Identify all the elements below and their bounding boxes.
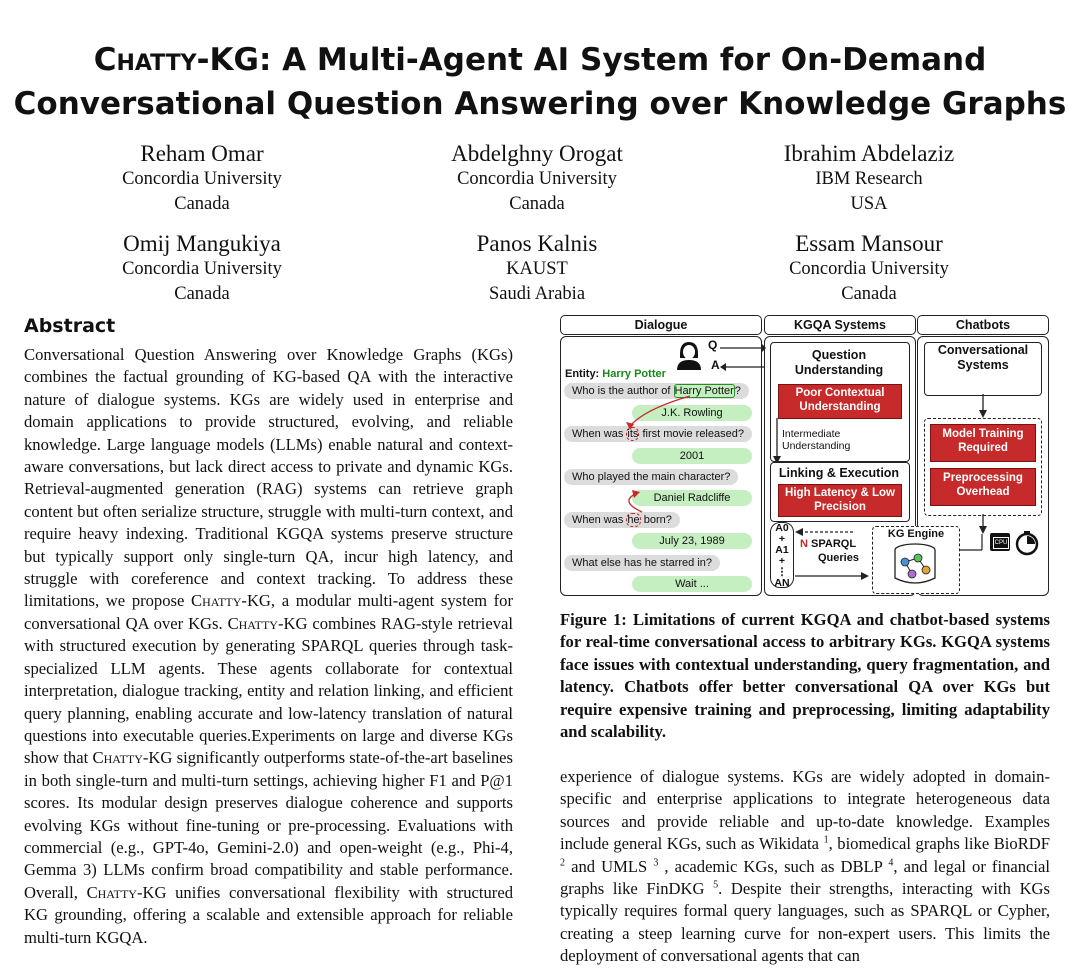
answer-bubble: July 23, 1989 [632,533,752,549]
answers-list [772,523,792,589]
chatbots-header: Chatbots [917,315,1049,335]
author-country: Canada [841,284,897,304]
entity-value: Harry Potter [602,368,666,380]
intro-part: , biomedical graphs like BioRDF [828,834,1050,854]
intro-part: experience of dialogue systems. KGs are widely adopted in domain-specific and enterprise applications to integrate heterogeneous data sources and provide reliable and up-to-date knowledge. Examples include general KGs, such as Wikidata [560,767,1050,854]
abstract-text [24,344,513,949]
author-affiliation: IBM Research [815,169,923,189]
abstract-part: combines RAG-style retrieval with structured execution by generating SPARQL queries through task-specialized LLM agents. These agents collaborate for contextual interpretation, dialogue tracking, entity and relation linking, and efficient query planning, enabling accurate and low-latency translation of natural questions into executable queries.Experiments on large and diverse KGs show that [24,613,513,768]
footnote-1: 1 [823,834,829,846]
paper-title [0,38,1080,126]
q1-pre: Who is the author of [572,385,674,397]
system-name: Chatty-KG [227,613,308,633]
plus-sign: + [778,555,786,567]
intro-part: , academic KGs, such as DBLP [658,856,889,876]
down-arrow [772,418,782,464]
intro-part: and UMLS [565,856,654,876]
answer-a1: A1 [775,544,789,556]
author-block [387,140,687,217]
cpu-label: CPU [993,537,1009,549]
linking-execution-title: Linking & Execution [778,466,900,480]
author-block [719,230,1019,307]
q1-highlight: Harry Potter [674,385,734,397]
author-name: Panos Kalnis [476,231,598,256]
figure-1 [560,314,1050,599]
q1-post: ? [734,385,741,397]
footnote-5: 5 [713,879,719,891]
abstract-part: Conversational Question Answering over Knowledge Graphs (KGs) combines the factual grounding of KG-based QA with the interactive nature of dialogue systems. KGs are widely used in enterprise and domain applications to provide structured, evolving, and reliable knowledge. Large language models (LLMs) enable natural and context-aware conversations, but lack direct access to private and dynamic KGs. Retrieval-augmented generation (RAG) systems can retrieve graph content but often serialize structure, struggle with multi-turn context, and require heavy indexing. Traditional KGQA systems preserve structure but typically support only single-turn QA, incur high latency, and struggle with coreference and context tracking. To address these limitations, we propose [24,345,513,611]
cpu-icon [990,533,1010,551]
answer-bubble: J.K. Rowling [632,405,752,421]
abstract-part: unifies conversational flexibility with structured KG grounding, offering a scalable and extensible approach for reliable multi-turn KGQA. [24,882,513,947]
q4-pre: When was [572,514,627,526]
engine-link-arrow [958,530,988,560]
answer-bubble: Wait ... [632,576,752,592]
author-country: Canada [509,194,565,214]
n-label: N [800,538,808,550]
answer-a0: A0 [775,522,789,534]
abstract-heading: Abstract [24,315,116,337]
title-system-name: Chatty [93,42,197,78]
author-name: Ibrahim Abdelaziz [783,141,955,166]
sparql-label: SPARQL [811,538,857,550]
author-affiliation: KAUST [506,259,568,279]
model-training-required: Model Training Required [930,424,1036,462]
author-affiliation: Concordia University [122,169,282,189]
intro-part: , and legal or financial graphs like FinDKG [560,856,1050,899]
author-affiliation: Concordia University [122,259,282,279]
high-latency-low-precision: High Latency & Low Precision [778,484,902,517]
conversational-systems-box: Conversational Systems [924,342,1042,396]
plus-sign: + [778,533,786,545]
intro-text [560,766,1050,968]
title-line-2: Conversational Question Answering over Knowledge Graphs [13,86,1067,122]
q4-highlight: he [627,514,640,526]
kg-engine-label: KG Engine [887,528,945,540]
answer-bubble: Daniel Radcliffe [632,490,752,506]
author-block [719,140,1019,217]
author-country: USA [850,194,888,214]
preprocessing-overhead: Preprocessing Overhead [930,468,1036,506]
author-block [52,230,352,307]
footnote-4: 4 [888,857,894,869]
footnote-2: 2 [560,857,565,869]
author-name: Abdelghny Orogat [451,141,623,166]
question-bubble: Who played the main character? [564,469,738,485]
abstract-part: , a modular multi-agent system for conversational QA over KGs. [24,591,514,633]
answer-an: AN [774,577,790,589]
author-block [52,140,352,217]
ellipsis: ⋮ [776,566,788,578]
question-understanding-title: Question Understanding [794,348,884,377]
timer-icon [1014,530,1040,556]
q2-highlight: its [627,428,639,440]
dialogue-header: Dialogue [560,315,762,335]
query-arrows [793,520,883,590]
answer-bubble: 2001 [632,448,752,464]
coreference-arrows [560,314,760,599]
title-line-1-rest: -KG: A Multi-Agent AI System for On-Demand [196,42,987,78]
queries-label: Queries [818,552,859,564]
abstract-part: significantly outperforms state-of-the-art baselines in both single-turn and multi-turn settings, achieving higher F1 and P@1 scores. Its modular design preserves dialogue coherence and supports evolving KGs without fine-tuning or pre-processing. Evaluations with commercial (e.g., GPT-4o, Gemini-2.0) and open-weight (e.g., Phi-4, Gemma 3) LLMs confirm broad compatibility and stable performance. Overall, [24,748,514,902]
footnote-3: 3 [653,857,659,869]
author-name: Essam Mansour [795,231,943,256]
q2-pre: When was [572,428,627,440]
poor-contextual-understanding: Poor Contextual Understanding [778,384,902,419]
system-name: Chatty-KG [92,748,173,768]
q-label: Q [708,338,718,352]
q2-post: first movie released? [639,428,744,440]
down-arrow [978,394,988,418]
figure-caption: Figure 1: Limitations of current KGQA and chatbot-based systems for real-time conversational access to arbitrary KGs. KGQA systems face issues with contextual understanding, query fragmentation, and latency. Chatbots offer better conversational QA over KGs but require expensive training and preprocessing, limiting adaptability and scalability. [560,610,1050,742]
system-name: Chatty-KG [86,882,167,902]
kg-graph-icon [890,542,940,588]
author-country: Canada [174,194,230,214]
author-country: Canada [174,284,230,304]
q4-post: born? [640,514,672,526]
author-affiliation: Concordia University [789,259,949,279]
intro-part: . Despite their strengths, interacting with KGs typically requires formal query languages, such as SPARQL or Cypher, creating a steep learning curve for non-expert users. This limits the deployment of conversational agents that can [560,879,1050,966]
system-name: Chatty-KG [191,591,271,611]
a-label: A [711,358,720,372]
title-line-1 [0,38,1080,82]
kgqa-header: KGQA Systems [764,315,916,335]
question-bubble: What else has he starred in? [564,555,720,571]
author-block [387,230,687,307]
author-name: Reham Omar [140,141,264,166]
author-affiliation: Concordia University [457,169,617,189]
entity-label-text: Entity: [565,368,600,380]
author-country: Saudi Arabia [488,284,586,304]
author-name: Omij Mangukiya [123,231,281,256]
intermediate-understanding: Intermediate Understanding [782,428,851,452]
